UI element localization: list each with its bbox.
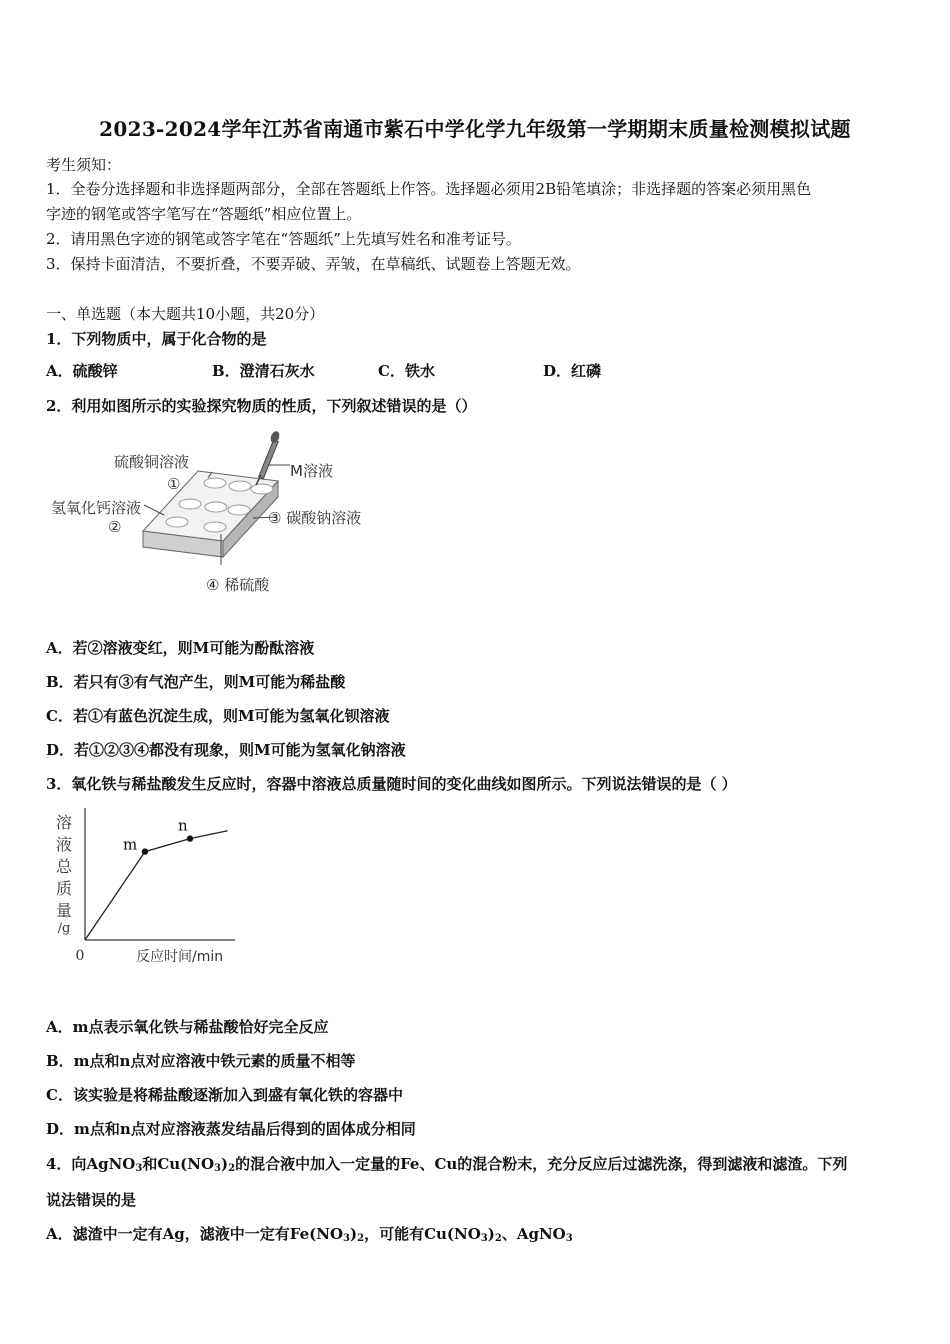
- q1-stem: 1．下列物质中，属于化合物的是: [46, 330, 267, 348]
- x-axis-label: 反应时间/min: [136, 949, 224, 965]
- series-line: [85, 831, 228, 940]
- notice-item-1b: 字迹的钢笔或答字笔写在“答题纸”相应位置上。: [46, 205, 362, 223]
- well-middle-left: [179, 499, 201, 509]
- point-group: [123, 817, 193, 855]
- q1-option-d: D．红磷: [543, 362, 602, 380]
- q3-option-b: B．m点和n点对应溶液中铁元素的质量不相等: [46, 1052, 356, 1070]
- point-label-n: n: [178, 816, 188, 835]
- label-sodium-carbonate: ③ 碳酸钠溶液: [268, 509, 362, 527]
- section-heading: 一、单选题（本大题共10小题，共20分）: [46, 305, 325, 323]
- label-well-2: ②: [108, 518, 122, 536]
- q2-stem: 2．利用如图所示的实验探究物质的性质，下列叙述错误的是（）: [46, 397, 477, 415]
- y-axis-label-char: 质: [55, 879, 73, 898]
- label-calcium-hydroxide: 氢氧化钙溶液: [51, 499, 142, 517]
- q2-option-b: B．若只有③有气泡产生，则M可能为稀盐酸: [46, 673, 346, 691]
- page-title: 2023-2024学年江苏省南通市紫石中学化学九年级第一学期期末质量检测模拟试题: [99, 117, 851, 141]
- y-axis-label-char: 总: [55, 857, 73, 876]
- point-n: [187, 835, 193, 841]
- q4-stem-line2: 说法错误的是: [46, 1191, 137, 1209]
- well-center: [205, 502, 227, 512]
- well-2: [166, 517, 188, 527]
- q1-option-c: C．铁水: [378, 362, 435, 380]
- well-1: [204, 478, 226, 488]
- q4-option-a: A．滤渣中一定有Ag，滤液中一定有$Fe(NO_3)_2$，可能有$Cu(NO_3)_2$、AgNO$_3$: [46, 1225, 573, 1244]
- q2-option-d: D．若①②③④都没有现象，则M可能为氢氧化钠溶液: [46, 741, 406, 759]
- notice-item-1a: 1．全卷分选择题和非选择题两部分，全部在答题纸上作答。选择题必须用2B铅笔填涂；非选择题的答案必须用黑色: [46, 180, 812, 198]
- q1-option-b: B．澄清石灰水: [212, 362, 315, 380]
- y-axis-unit: /g: [57, 921, 71, 936]
- well-top-middle: [229, 481, 251, 491]
- notice-item-2: 2．请用黑色字迹的钢笔或答字笔在“答题纸”上先填写姓名和准考证号。: [46, 230, 521, 248]
- notice-item-3: 3．保持卡面清洁，不要折叠，不要弄破、弄皱，在草稿纸、试题卷上答题无效。: [46, 255, 581, 273]
- origin-label: 0: [75, 948, 85, 964]
- notice-heading: 考生须知：: [46, 156, 122, 174]
- label-m-solution: M溶液: [290, 462, 333, 480]
- q2-option-c: C．若①有蓝色沉淀生成，则M可能为氢氧化钡溶液: [46, 707, 390, 725]
- label-well-1: ①: [167, 475, 181, 493]
- q3-option-c: C．该实验是将稀盐酸逐渐加入到盛有氧化铁的容器中: [46, 1086, 403, 1104]
- well-3: [251, 484, 273, 494]
- well-4: [204, 522, 226, 532]
- q1-option-a: A．硫酸锌: [46, 362, 118, 380]
- y-axis-label-group: [56, 813, 73, 936]
- well-middle-right: [228, 505, 250, 515]
- q3-option-a: A．m点表示氧化铁与稀盐酸恰好完全反应: [46, 1018, 329, 1036]
- point-label-m: m: [123, 835, 138, 854]
- dropper-icon: [256, 430, 281, 485]
- q3-option-d: D．m点和n点对应溶液蒸发结晶后得到的固体成分相同: [46, 1120, 416, 1138]
- y-axis-label-char: 量: [55, 901, 73, 920]
- label-copper-sulfate: 硫酸铜溶液: [114, 453, 190, 471]
- label-dilute-sulfuric-acid: ④ 稀硫酸: [206, 576, 270, 594]
- point-m: [142, 848, 148, 854]
- q3-stem: 3．氧化铁与稀盐酸发生反应时，容器中溶液总质量随时间的变化曲线如图所示。下列说法错误的是（ ）: [46, 775, 737, 793]
- y-axis-label-char: 液: [55, 835, 73, 854]
- mass-time-chart: [40, 800, 260, 975]
- q4-stem-line1: 4．向AgNO$_3$和$Cu(NO_3)_2$的混合液中加入一定量的Fe、Cu的混合粉末，充分反应后过滤洗涤，得到滤液和滤渣。下列: [46, 1155, 848, 1174]
- q2-option-a: A．若②溶液变红，则M可能为酚酞溶液: [46, 639, 315, 657]
- y-axis-label-char: 溶: [55, 813, 73, 832]
